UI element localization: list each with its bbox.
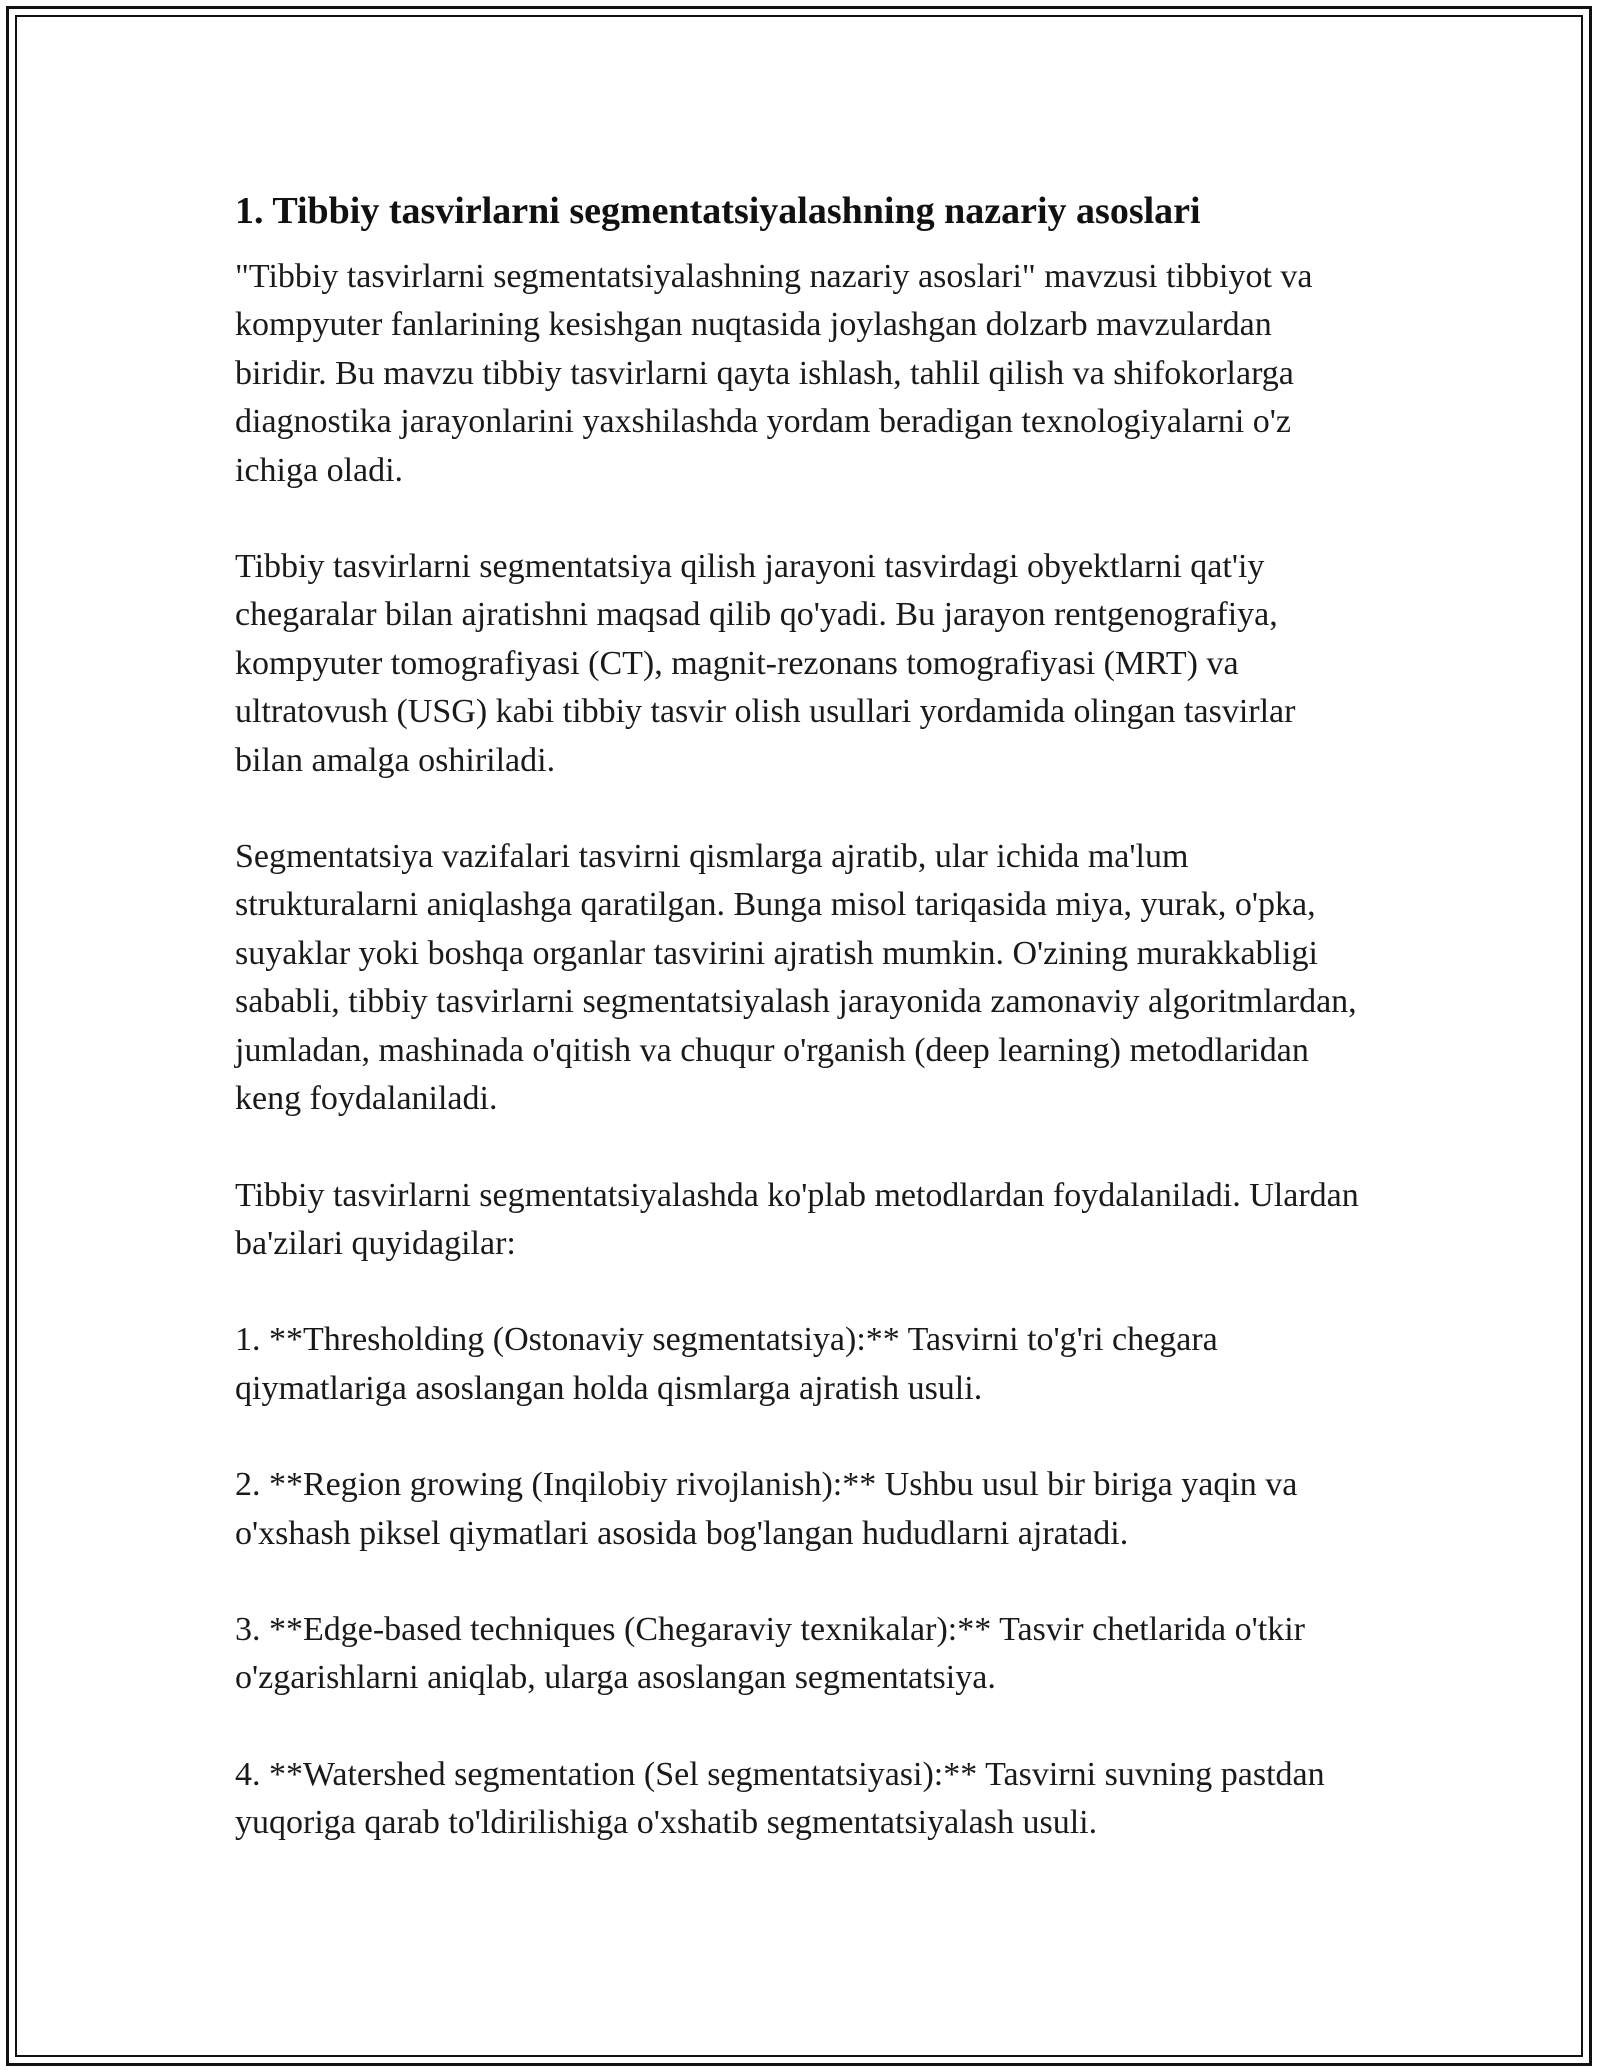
list-item-thresholding: 1. **Thresholding (Ostonaviy segmentatsiya):** Tasvirni to'g'ri chegara qiymatlariga asoslangan holda qismlarga ajratish usuli. xyxy=(235,1321,1218,1407)
section-heading: 1. Tibbiy tasvirlarni segmentatsiyalashning nazariy asoslari xyxy=(235,190,1201,232)
paragraph-intro: "Tibbiy tasvirlarni segmentatsiyalashning nazariy asoslari" mavzusi tibbiyot va kompyuter fanlarining kesishgan nuqtasida joylashgan dolzarb mavzulardan biridir. Bu mavzu tibbiy tasvirlarni qayta ishlash, tahlil qilish va shifokorlarga diagnostika jarayonlarini yaxshilashda yordam beradigan texnologiyalarni o'z ichiga oladi. xyxy=(235,258,1313,489)
paragraph-segmentation-process: Tibbiy tasvirlarni segmentatsiya qilish jarayoni tasvirdagi obyektlarni qat'iy chegaralar bilan ajratishni maqsad qilib qo'yadi. Bu jarayon rentgenografiya, kompyuter tomografiyasi (CT), magnit-rezonans tomografiyasi (MRT) va ultratovush (USG) kabi tibbiy tasvir olish usullari yordamida olingan tasvirlar bilan amalga oshiriladi. xyxy=(235,548,1296,779)
list-item-watershed: 4. **Watershed segmentation (Sel segmentatsiyasi):** Tasvirni suvning pastdan yuqoriga qarab to'ldirilishiga o'xshatib segmentatsiyalash usuli. xyxy=(235,1755,1325,1842)
paragraph-methods-intro: Tibbiy tasvirlarni segmentatsiyalashda ko'plab metodlardan foydalaniladi. Ulardan ba'zilari quyidagilar: xyxy=(235,1176,1359,1262)
list-item-edge-based: 3. **Edge-based techniques (Chegaraviy texnikalar):** Tasvir chetlarida o'tkir o'zgarishlarni aniqlab, ularga asoslangan segmentatsiya. xyxy=(235,1610,1305,1697)
document-body xyxy=(235,187,1365,1848)
list-item-region-growing: 2. **Region growing (Inqilobiy rivojlanish):** Ushbu usul bir biriga yaqin va o'xshash piksel qiymatlari asosida bog'langan hududlarni ajratadi. xyxy=(235,1466,1298,1552)
paragraph-segmentation-tasks: Segmentatsiya vazifalari tasvirni qismlarga ajratib, ular ichida ma'lum strukturalarni aniqlashga qaratilgan. Bunga misol tariqasida miya, yurak, o'pka, suyaklar yoki boshqa organlar tasvirini ajratish mumkin. O'zining murakkabligi sababli, tibbiy tasvirlarni segmentatsiyalash jarayonida zamonaviy algoritmlardan, jumladan, mashinada o'qitish va chuqur o'rganish (deep learning) metodlaridan keng foydalaniladi. xyxy=(235,838,1357,1118)
